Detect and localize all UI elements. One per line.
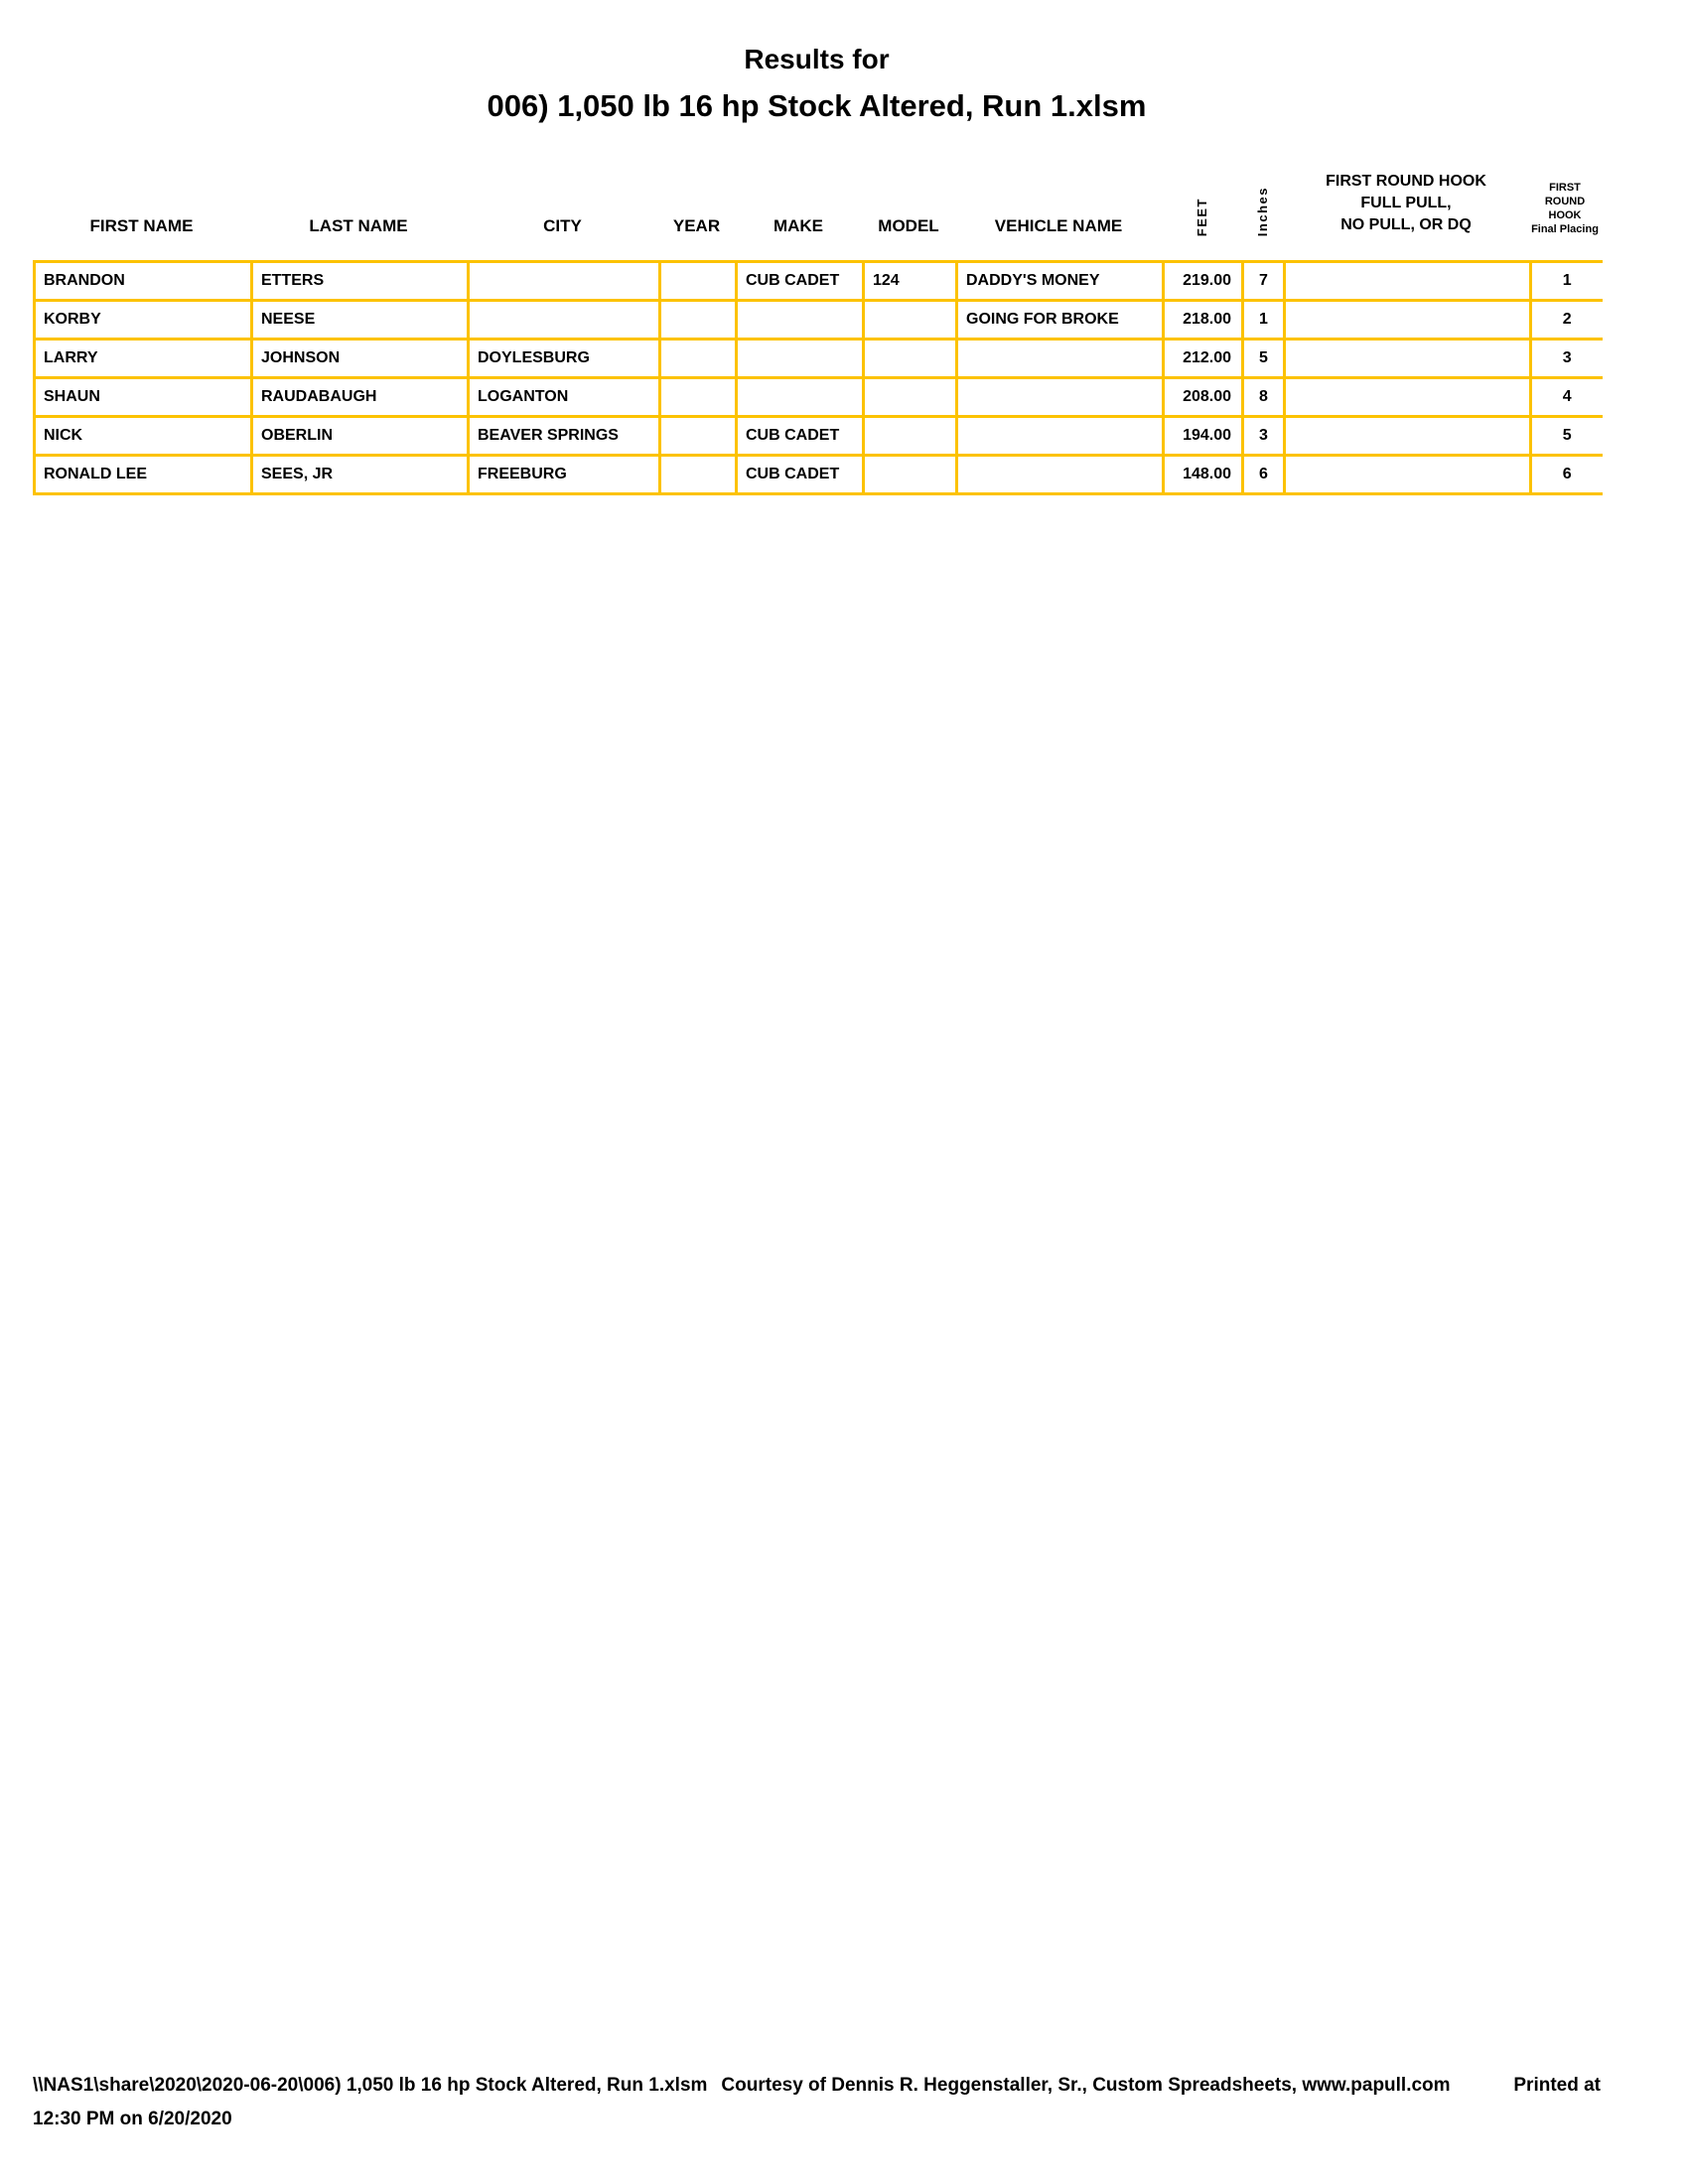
cell-first-round-hook: [1285, 456, 1531, 494]
placing-header-line3: Final Placing: [1531, 223, 1599, 235]
cell-model: [864, 340, 957, 378]
cell-last-name: OBERLIN: [252, 417, 469, 456]
cell-vehicle-name: [957, 417, 1164, 456]
cell-final-placing: 1: [1531, 262, 1603, 301]
column-header-first-round-hook: [1283, 149, 1529, 252]
column-header-vehicle-name: [955, 149, 1162, 252]
hook-header-line3: NO PULL, OR DQ: [1340, 216, 1472, 233]
cell-final-placing: 2: [1531, 301, 1603, 340]
cell-make: CUB CADET: [737, 456, 864, 494]
cell-inches: 3: [1243, 417, 1285, 456]
cell-model: 124: [864, 262, 957, 301]
cell-model: [864, 301, 957, 340]
page-title: [33, 44, 1601, 123]
cell-feet: 219.00: [1164, 262, 1243, 301]
column-header-make: [735, 149, 862, 252]
footer-line1: [33, 2073, 1601, 2099]
table-header-row: [33, 149, 1601, 252]
placing-header-line2: HOOK: [1548, 209, 1582, 221]
table-row: [35, 340, 1603, 378]
cell-year: [660, 340, 737, 378]
table-row: [35, 378, 1603, 417]
table-row: [35, 301, 1603, 340]
cell-first-name: KORBY: [35, 301, 252, 340]
cell-first-name: SHAUN: [35, 378, 252, 417]
cell-feet: 148.00: [1164, 456, 1243, 494]
cell-city: BEAVER SPRINGS: [469, 417, 660, 456]
cell-first-round-hook: [1285, 340, 1531, 378]
column-header-model-label: MODEL: [878, 216, 939, 235]
cell-city: [469, 262, 660, 301]
cell-vehicle-name: GOING FOR BROKE: [957, 301, 1164, 340]
cell-first-name: NICK: [35, 417, 252, 456]
cell-make: CUB CADET: [737, 262, 864, 301]
cell-city: FREEBURG: [469, 456, 660, 494]
cell-year: [660, 378, 737, 417]
column-header-make-label: MAKE: [773, 216, 824, 235]
cell-year: [660, 301, 737, 340]
cell-make: CUB CADET: [737, 417, 864, 456]
column-header-city: [467, 149, 658, 252]
cell-year: [660, 456, 737, 494]
cell-make: [737, 340, 864, 378]
cell-feet: 208.00: [1164, 378, 1243, 417]
cell-make: [737, 378, 864, 417]
cell-last-name: ETTERS: [252, 262, 469, 301]
cell-model: [864, 417, 957, 456]
footer-file-info: [33, 2073, 1451, 2099]
table-row: [35, 417, 1603, 456]
column-header-first-name-label: FIRST NAME: [89, 216, 194, 235]
cell-vehicle-name: [957, 340, 1164, 378]
cell-vehicle-name: [957, 456, 1164, 494]
cell-first-round-hook: [1285, 417, 1531, 456]
cell-vehicle-name: DADDY'S MONEY: [957, 262, 1164, 301]
cell-final-placing: 6: [1531, 456, 1603, 494]
cell-final-placing: 5: [1531, 417, 1603, 456]
page-title-line2: 006) 1,050 lb 16 hp Stock Altered, Run 1.xlsm: [487, 88, 1147, 123]
footer-courtesy: Courtesy of Dennis R. Heggenstaller, Sr., Custom Spreadsheets, www.papull.com: [721, 2075, 1451, 2096]
column-header-vehicle-name-label: VEHICLE NAME: [994, 216, 1123, 235]
cell-final-placing: 4: [1531, 378, 1603, 417]
column-header-model: [862, 149, 955, 252]
cell-feet: 212.00: [1164, 340, 1243, 378]
cell-first-round-hook: [1285, 262, 1531, 301]
column-header-feet-label: FEET: [1194, 197, 1209, 236]
cell-feet: 194.00: [1164, 417, 1243, 456]
column-header-city-label: CITY: [543, 216, 582, 235]
cell-first-name: RONALD LEE: [35, 456, 252, 494]
placing-header-line1: FIRST ROUND: [1544, 182, 1586, 207]
table-row: [35, 456, 1603, 494]
cell-first-round-hook: [1285, 378, 1531, 417]
cell-inches: 8: [1243, 378, 1285, 417]
hook-header-line1: FIRST ROUND HOOK: [1326, 173, 1486, 190]
column-header-last-name: [250, 149, 467, 252]
cell-model: [864, 378, 957, 417]
cell-vehicle-name: [957, 378, 1164, 417]
table-row: [35, 262, 1603, 301]
cell-last-name: NEESE: [252, 301, 469, 340]
column-header-final-placing: [1529, 149, 1601, 252]
page-footer: [33, 2073, 1601, 2132]
column-header-inches-label: Inches: [1254, 186, 1270, 236]
cell-inches: 6: [1243, 456, 1285, 494]
cell-year: [660, 417, 737, 456]
cell-last-name: JOHNSON: [252, 340, 469, 378]
cell-last-name: SEES, JR: [252, 456, 469, 494]
cell-first-name: BRANDON: [35, 262, 252, 301]
cell-year: [660, 262, 737, 301]
column-header-last-name-label: LAST NAME: [309, 216, 408, 235]
column-header-first-name: [33, 149, 250, 252]
cell-first-name: LARRY: [35, 340, 252, 378]
cell-inches: 5: [1243, 340, 1285, 378]
cell-make: [737, 301, 864, 340]
cell-inches: 7: [1243, 262, 1285, 301]
cell-model: [864, 456, 957, 494]
cell-city: LOGANTON: [469, 378, 660, 417]
cell-final-placing: 3: [1531, 340, 1603, 378]
cell-feet: 218.00: [1164, 301, 1243, 340]
column-header-feet: [1162, 149, 1241, 252]
column-header-year-label: YEAR: [672, 216, 721, 235]
column-header-inches: [1241, 149, 1283, 252]
column-header-year: [658, 149, 735, 252]
cell-city: [469, 301, 660, 340]
cell-first-round-hook: [1285, 301, 1531, 340]
footer-printed-datetime: 12:30 PM on 6/20/2020: [33, 2109, 232, 2129]
page-title-line1: Results for: [744, 44, 890, 74]
cell-last-name: RAUDABAUGH: [252, 378, 469, 417]
cell-city: DOYLESBURG: [469, 340, 660, 378]
cell-inches: 1: [1243, 301, 1285, 340]
footer-printed-at-label: Printed at: [1513, 2075, 1601, 2096]
footer-file-path: \\NAS1\share\2020\2020-06-20\006) 1,050 lb 16 hp Stock Altered, Run 1.xlsm: [33, 2075, 708, 2096]
hook-header-line2: FULL PULL,: [1360, 195, 1452, 211]
results-table: [33, 260, 1603, 495]
